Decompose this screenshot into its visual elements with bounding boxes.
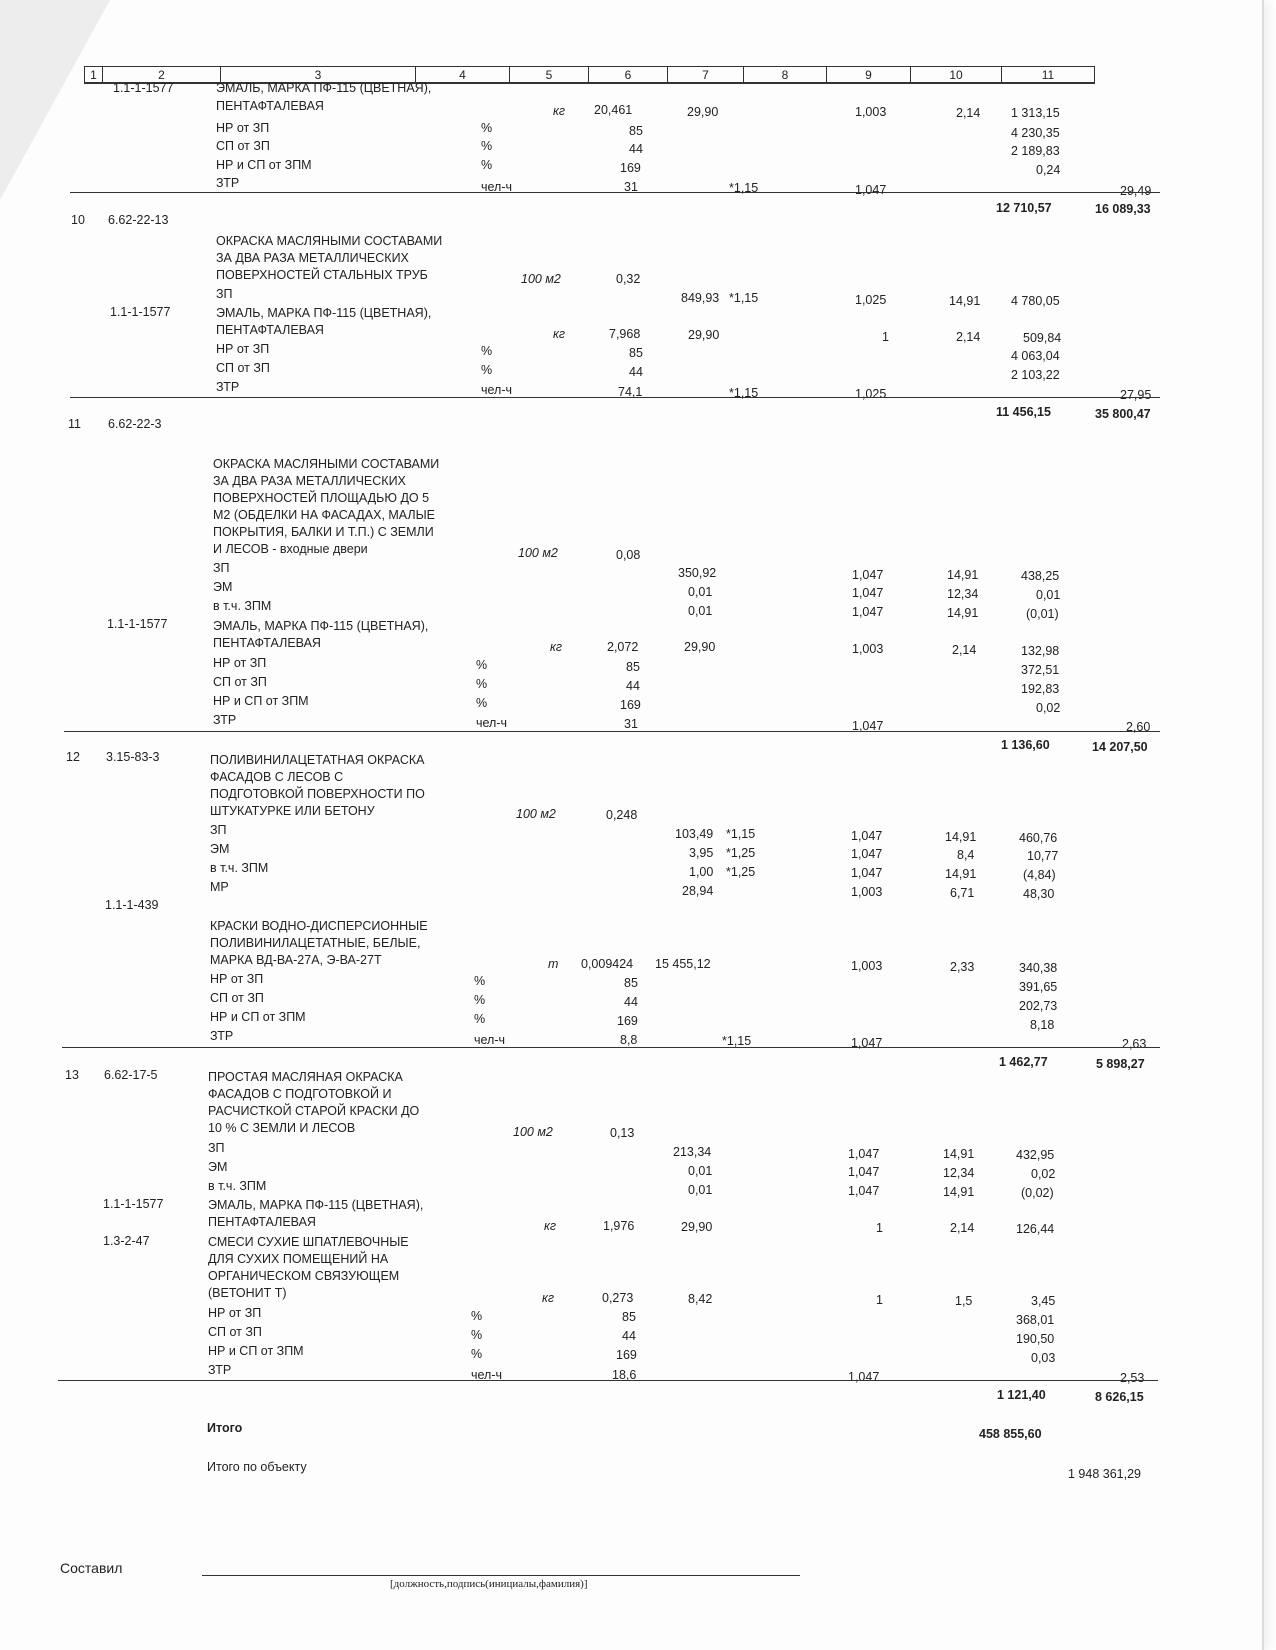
table-cell: 10 (71, 213, 85, 227)
table-cell: 3,45 (1031, 1294, 1056, 1308)
table-cell: 14,91 (943, 1147, 975, 1161)
table-cell: 1,5 (955, 1294, 973, 1308)
table-cell: МР (210, 880, 229, 894)
table-cell: 1.3-2-47 (103, 1234, 150, 1248)
table-cell: (4,84) (1023, 868, 1056, 882)
table-cell: ЗП (216, 287, 233, 301)
table-cell: 1 (882, 330, 889, 344)
table-cell: чел-ч (481, 180, 513, 194)
row-separator (70, 192, 1160, 193)
table-cell: в т.ч. ЗПМ (213, 599, 272, 613)
table-cell: 1,047 (848, 1184, 880, 1198)
table-cell: 2,14 (956, 330, 981, 344)
table-cell: 1.1-1-1577 (103, 1197, 164, 1211)
table-cell: 0,03 (1031, 1351, 1056, 1365)
table-cell: 6.62-22-3 (108, 417, 162, 431)
table-cell: ЭМАЛЬ, МАРКА ПФ-115 (ЦВЕТНАЯ), (216, 306, 432, 320)
table-cell: % (476, 696, 488, 710)
table-cell: 0,08 (616, 548, 641, 562)
table-cell: 14 207,50 (1092, 740, 1148, 754)
table-cell: 1.1-1-1577 (113, 81, 174, 95)
table-cell: 213,34 (673, 1145, 712, 1159)
table-cell: 16 089,33 (1095, 202, 1151, 216)
table-cell: НР от ЗП (213, 656, 267, 670)
table-cell: 3.15-83-3 (106, 750, 160, 764)
table-cell: 1,047 (852, 568, 884, 582)
table-cell: НР от ЗП (216, 121, 270, 135)
table-cell: ПОДГОТОВКОЙ ПОВЕРХНОСТИ ПО (210, 787, 425, 801)
table-cell: СМЕСИ СУХИЕ ШПАТЛЕВОЧНЫЕ (208, 1235, 409, 1249)
table-cell: % (474, 1012, 486, 1026)
table-cell: 100 м2 (516, 807, 556, 821)
table-cell: (0,02) (1021, 1186, 1054, 1200)
table-cell: 11 456,15 (996, 405, 1051, 419)
table-cell: 1,025 (855, 387, 887, 401)
table-cell: кг (553, 327, 566, 341)
table-cell: 1,025 (855, 293, 887, 307)
table-cell: 368,01 (1016, 1313, 1055, 1327)
table-cell: 350,92 (678, 566, 717, 580)
table-cell: 192,83 (1021, 682, 1060, 696)
table-cell: 1 313,15 (1011, 106, 1060, 120)
table-cell: 44 (629, 365, 643, 379)
table-cell: СП от ЗП (216, 139, 270, 153)
table-cell: ЭМАЛЬ, МАРКА ПФ-115 (ЦВЕТНАЯ), (213, 619, 429, 633)
table-cell: Итого по объекту (207, 1460, 307, 1474)
table-cell: 126,44 (1016, 1222, 1055, 1236)
table-cell: 169 (616, 1348, 637, 1362)
table-cell: 509,84 (1023, 331, 1062, 345)
table-cell: (0,01) (1026, 607, 1059, 621)
table-cell: 0,01 (688, 585, 713, 599)
table-cell: 7,968 (609, 327, 641, 341)
table-cell: НР от ЗП (216, 342, 270, 356)
table-cell: 0,01 (688, 1164, 713, 1178)
table-cell: 1,047 (851, 829, 883, 843)
table-cell: 391,65 (1019, 980, 1058, 994)
column-header-5: 5 (510, 67, 589, 82)
table-cell: 5 898,27 (1096, 1057, 1145, 1071)
table-cell: *1,15 (726, 827, 756, 841)
table-cell: 0,13 (610, 1126, 635, 1140)
table-cell: 1,047 (852, 605, 884, 619)
table-cell: ЭМАЛЬ, МАРКА ПФ-115 (ЦВЕТНАЯ), (216, 81, 432, 95)
table-cell: 1,047 (848, 1147, 880, 1161)
table-cell: 29,90 (688, 328, 720, 342)
table-cell: 2,14 (956, 106, 981, 120)
table-cell: ПРОСТАЯ МАСЛЯНАЯ ОКРАСКА (208, 1070, 403, 1084)
table-cell: 1.1-1-1577 (110, 305, 171, 319)
table-cell: 8,8 (620, 1033, 638, 1047)
table-cell: 14,91 (949, 294, 981, 308)
table-cell: СП от ЗП (208, 1325, 262, 1339)
table-cell: 103,49 (675, 827, 714, 841)
table-cell: 1,047 (852, 719, 884, 733)
table-cell: 12,34 (947, 587, 979, 601)
table-cell: 4 063,04 (1011, 349, 1060, 363)
table-cell: 10,77 (1027, 849, 1059, 863)
table-cell: 169 (620, 698, 641, 712)
table-cell: СП от ЗП (210, 991, 264, 1005)
table-cell: НР и СП от ЗПМ (208, 1344, 304, 1358)
table-cell: чел-ч (481, 383, 513, 397)
column-header-11: 11 (1041, 68, 1055, 82)
table-cell: 14,91 (945, 867, 977, 881)
table-cell: ЗТР (216, 380, 240, 394)
table-cell: 2,14 (950, 1221, 975, 1235)
table-cell: 169 (617, 1014, 638, 1028)
table-cell: 100 м2 (521, 272, 561, 286)
table-cell: 1,003 (851, 885, 883, 899)
table-cell: 100 м2 (513, 1125, 553, 1139)
table-cell: 12 (66, 750, 80, 764)
table-cell: ЗП (213, 561, 230, 575)
table-cell: СП от ЗП (213, 675, 267, 689)
table-cell: 0,01 (1036, 588, 1061, 602)
table-cell: ЗП (210, 823, 227, 837)
table-cell: ЗТР (208, 1363, 232, 1377)
table-cell: КРАСКИ ВОДНО-ДИСПЕРСИОННЫЕ (210, 919, 428, 933)
table-cell: 74,1 (618, 385, 643, 399)
table-cell: *1,15 (722, 1034, 752, 1048)
table-cell: 11 (68, 417, 81, 431)
table-cell: 2,33 (950, 960, 975, 974)
table-cell: 4 230,35 (1011, 126, 1060, 140)
table-cell: 14,91 (945, 830, 977, 844)
table-cell: 2 189,83 (1011, 144, 1060, 158)
row-separator (70, 397, 1160, 398)
table-cell: ПЕНТАФТАЛЕВАЯ (216, 323, 324, 337)
table-cell: 6.62-17-5 (104, 1068, 158, 1082)
table-cell: 2,14 (952, 643, 977, 657)
table-cell: 48,30 (1023, 887, 1055, 901)
table-cell: *1,15 (729, 291, 759, 305)
table-cell: 14,91 (947, 606, 979, 620)
table-cell: 29,90 (687, 105, 719, 119)
table-cell: % (471, 1328, 483, 1342)
table-cell: 13 (65, 1068, 79, 1082)
table-cell: 35 800,47 (1095, 407, 1151, 421)
table-cell: 12 710,57 (996, 201, 1052, 215)
table-cell: 1,047 (851, 866, 883, 880)
table-cell: НР и СП от ЗПМ (216, 158, 312, 172)
table-cell: ЗТР (216, 176, 240, 190)
table-cell: кг (542, 1291, 555, 1305)
row-separator (62, 1047, 1160, 1048)
column-header-7: 7 (668, 67, 744, 82)
table-cell: 1,047 (848, 1370, 880, 1384)
table-cell: ПЕНТАФТАЛЕВАЯ (208, 1215, 316, 1229)
table-cell: кг (550, 640, 563, 654)
table-cell: 3,95 (689, 846, 714, 860)
table-cell: % (481, 158, 493, 172)
table-cell: ЗТР (210, 1029, 234, 1043)
table-cell: 458 855,60 (979, 1427, 1042, 1441)
table-cell: ЭМАЛЬ, МАРКА ПФ-115 (ЦВЕТНАЯ), (208, 1198, 424, 1212)
table-cell: 0,24 (1036, 163, 1061, 177)
table-cell: 0,32 (616, 272, 641, 286)
table-cell: в т.ч. ЗПМ (208, 1179, 267, 1193)
table-cell: 29,90 (684, 640, 716, 654)
table-cell: ЗП (208, 1141, 225, 1155)
table-cell: т (548, 957, 559, 971)
table-cell: И ЛЕСОВ - входные двери (213, 542, 368, 556)
table-cell: *1,25 (726, 846, 756, 860)
table-cell: *1,15 (729, 386, 759, 400)
table-cell: ПОЛИВИНИЛАЦЕТАТНАЯ ОКРАСКА (210, 753, 425, 767)
table-cell: 31 (624, 717, 638, 731)
table-cell: 1 948 361,29 (1068, 1467, 1141, 1481)
table-cell: РАСЧИСТКОЙ СТАРОЙ КРАСКИ ДО (208, 1104, 420, 1118)
table-cell: ПЕНТАФТАЛЕВАЯ (213, 636, 321, 650)
table-cell: 132,98 (1021, 644, 1060, 658)
table-cell: ЗТР (213, 713, 237, 727)
table-cell: 2 103,22 (1011, 368, 1060, 382)
table-cell: 20,461 (594, 103, 633, 117)
table-cell: 44 (626, 679, 640, 693)
table-cell: 29,49 (1120, 184, 1152, 198)
table-cell: чел-ч (476, 716, 508, 730)
column-header-4: 4 (416, 67, 510, 82)
table-cell: % (476, 677, 488, 691)
table-cell: 85 (624, 976, 638, 990)
table-cell: 1,00 (689, 865, 714, 879)
page-curl (0, 0, 110, 200)
table-cell: % (471, 1347, 483, 1361)
table-cell: 44 (629, 142, 643, 156)
table-cell: 0,248 (606, 808, 638, 822)
table-cell: 8 626,15 (1095, 1390, 1144, 1404)
table-cell: 0,01 (688, 604, 713, 618)
column-header-3: 3 (221, 67, 416, 82)
table-cell: 849,93 (681, 291, 720, 305)
table-cell: 1,047 (852, 586, 884, 600)
table-cell: ПЕНТАФТАЛЕВАЯ (216, 99, 324, 113)
table-cell: *1,15 (729, 181, 759, 195)
table-cell: 10 % С ЗЕМЛИ И ЛЕСОВ (208, 1121, 356, 1135)
table-cell: % (476, 658, 488, 672)
table-cell: 85 (622, 1310, 636, 1324)
table-cell: 44 (622, 1329, 636, 1343)
table-cell: (ВЕТОНИТ Т) (208, 1286, 287, 1300)
table-cell: 2,60 (1126, 720, 1151, 734)
table-cell: НР и СП от ЗПМ (210, 1010, 306, 1024)
table-cell: НР и СП от ЗПМ (213, 694, 309, 708)
table-cell: 100 м2 (518, 546, 558, 560)
column-header-1: 1 (85, 67, 103, 82)
table-cell: ШТУКАТУРКЕ ИЛИ БЕТОНУ (210, 804, 375, 818)
table-cell: % (474, 974, 486, 988)
table-cell: 85 (626, 660, 640, 674)
table-cell: 28,94 (682, 884, 714, 898)
table-cell: 8,18 (1030, 1018, 1055, 1032)
table-cell: 0,009424 (581, 957, 634, 971)
table-cell: 6.62-22-13 (108, 213, 169, 227)
table-cell: *1,25 (726, 865, 756, 879)
table-cell: % (481, 139, 493, 153)
table-cell: СП от ЗП (216, 361, 270, 375)
table-cell: 1 136,60 (1001, 738, 1050, 752)
table-cell: ФАСАДОВ С ПОДГОТОВКОЙ И (208, 1087, 392, 1101)
table-cell: 1 121,40 (997, 1388, 1046, 1402)
table-cell: 2,53 (1120, 1371, 1145, 1385)
table-cell: 18,6 (612, 1368, 637, 1382)
table-cell: 14,91 (947, 568, 979, 582)
table-cell: 8,4 (957, 848, 975, 862)
table-cell: ОКРАСКА МАСЛЯНЫМИ СОСТАВАМИ (216, 234, 443, 248)
table-cell: 0,01 (688, 1183, 713, 1197)
table-cell: % (481, 363, 493, 377)
table-cell: 372,51 (1021, 663, 1060, 677)
table-cell: 1,976 (603, 1219, 635, 1233)
table-cell: ЗА ДВА РАЗА МЕТАЛЛИЧЕСКИХ (213, 474, 406, 488)
table-cell: 1,047 (851, 1036, 883, 1050)
table-cell: 1.1-1-1577 (107, 617, 168, 631)
table-cell: в т.ч. ЗПМ (210, 861, 269, 875)
table-cell: 0,02 (1036, 701, 1061, 715)
table-cell: ЭМ (208, 1160, 228, 1174)
table-cell: 8,42 (688, 1292, 713, 1306)
table-cell: М2 (ОБДЕЛКИ НА ФАСАДАХ, МАЛЫЕ (213, 508, 436, 522)
table-cell: % (481, 121, 493, 135)
table-cell: 432,95 (1016, 1148, 1055, 1162)
table-cell: 2,63 (1122, 1037, 1147, 1051)
table-cell: ПОКРЫТИЯ, БАЛКИ И Т.П.) С ЗЕМЛИ (213, 525, 434, 539)
table-cell: 0,02 (1031, 1167, 1056, 1181)
compiled-by-label: Составил (60, 1560, 123, 1576)
table-cell: 340,38 (1019, 961, 1058, 975)
table-cell: ДЛЯ СУХИХ ПОМЕЩЕНИЙ НА (208, 1252, 389, 1266)
signature-caption: [должность,подпись(инициалы,фамилия)] (390, 1578, 588, 1590)
table-cell: кг (553, 104, 566, 118)
table-cell: 1 (876, 1293, 883, 1307)
table-cell: МАРКА ВД-ВА-27А, Э-ВА-27Т (210, 953, 382, 967)
table-cell: 4 780,05 (1011, 294, 1060, 308)
table-cell: 1 (876, 1221, 883, 1235)
table-cell: 27,95 (1120, 388, 1152, 402)
table-cell: 1,003 (851, 959, 883, 973)
table-cell: чел-ч (474, 1033, 506, 1047)
row-separator (64, 731, 1160, 732)
table-cell: 438,25 (1021, 569, 1060, 583)
table-cell: 44 (624, 995, 638, 1009)
table-cell: 0,273 (602, 1291, 634, 1305)
table-cell: ЭМ (210, 842, 230, 856)
table-cell: 31 (624, 180, 638, 194)
table-cell: ФАСАДОВ С ЛЕСОВ С (210, 770, 344, 784)
table-cell: 1,047 (851, 847, 883, 861)
signature-line (202, 1575, 800, 1576)
table-cell: % (471, 1309, 483, 1323)
table-cell: чел-ч (471, 1368, 503, 1382)
table-cell: % (481, 344, 493, 358)
table-cell: 169 (620, 161, 641, 175)
table-cell: ЗА ДВА РАЗА МЕТАЛЛИЧЕСКИХ (216, 251, 409, 265)
column-header-6: 6 (589, 67, 668, 82)
table-cell: 1 462,77 (999, 1055, 1048, 1069)
table-cell: 1,003 (855, 105, 887, 119)
table-cell: 15 455,12 (655, 957, 711, 971)
table-cell: 202,73 (1019, 999, 1058, 1013)
table-cell: 85 (629, 124, 643, 138)
table-cell: % (474, 993, 486, 1007)
table-cell: 12,34 (943, 1166, 975, 1180)
table-cell: 29,90 (681, 1220, 713, 1234)
table-cell: ОКРАСКА МАСЛЯНЫМИ СОСТАВАМИ (213, 457, 440, 471)
table-cell: кг (544, 1219, 557, 1233)
table-cell: ПОВЕРХНОСТЕЙ СТАЛЬНЫХ ТРУБ (216, 268, 428, 282)
column-header-8: 8 (744, 67, 827, 82)
column-header-2: 2 (103, 67, 221, 82)
table-cell: ЭМ (213, 580, 233, 594)
table-cell: 14,91 (943, 1185, 975, 1199)
table-cell: 460,76 (1019, 831, 1058, 845)
table-cell: 85 (629, 346, 643, 360)
table-cell: НР от ЗП (210, 972, 264, 986)
table-cell: ПОВЕРХНОСТЕЙ ПЛОЩАДЬЮ ДО 5 (213, 491, 430, 505)
table-cell: НР от ЗП (208, 1306, 262, 1320)
table-cell: ПОЛИВИНИЛАЦЕТАТНЫЕ, БЕЛЫЕ, (210, 936, 421, 950)
table-cell: 1,003 (852, 642, 884, 656)
table-cell: 1.1-1-439 (105, 898, 159, 912)
row-separator (58, 1380, 1158, 1381)
table-cell: Итого (207, 1421, 243, 1435)
table-cell: 6,71 (950, 886, 975, 900)
table-cell: ОРГАНИЧЕСКОМ СВЯЗУЮЩЕМ (208, 1269, 400, 1283)
column-header-9: 9 (827, 67, 911, 82)
table-cell: 1,047 (848, 1165, 880, 1179)
table-cell: 2,072 (607, 640, 639, 654)
column-header-10: 10 (911, 67, 1002, 82)
table-cell: 1,047 (855, 183, 887, 197)
table-cell: 190,50 (1016, 1332, 1055, 1346)
